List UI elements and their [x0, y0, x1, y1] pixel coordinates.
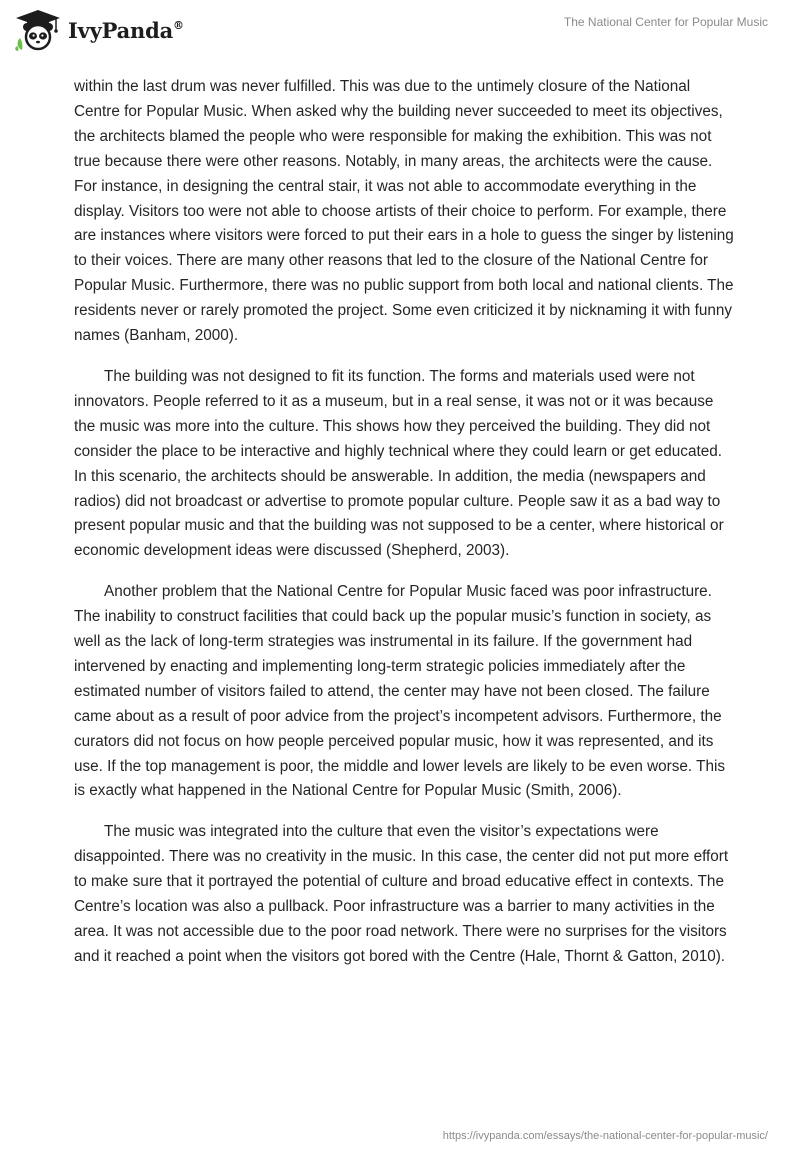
ivypanda-logo[interactable] [14, 7, 184, 53]
paragraph: Another problem that the National Centre for Popular Music faced was poor infrastructure. The inability to construct facilities that could back up the popular music’s function in society, as well as the lack of long-term strategies was instrumental in its failure. If the government had intervened by enacting and implementing long-term strategic policies immediately after the estimated number of visitors failed to attend, the center may have not been closed. The failure came about as a result of poor advice from the project’s incompetent advisors. Furthermore, the curators did not focus on how people perceived popular music, how it was represented, and its use. If the top management is poor, the middle and lower levels are likely to be even worse. This is exactly what happened in the National Centre for Popular Music (Smith, 2006). [74, 583, 726, 800]
source-url[interactable]: https://ivypanda.com/essays/the-national-center-for-popular-music/ [442, 1130, 768, 1142]
document-title: The National Center for Popular Music [563, 15, 768, 29]
page-header [0, 0, 800, 60]
paragraph: within the last drum was never fulfilled. This was due to the untimely closure of the National Centre for Popular Music. When asked why the building never succeeded to meet its objectives, the architects blamed the people who were responsible for making the exhibition. This was not true because there were other reasons. Notably, in many areas, the architects were the cause. For instance, in designing the central stair, it was not able to accommodate everything in the display. Visitors too were not able to choose artists of their choice to perform. For example, there are instances where visitors were forced to put their ears in a hole to guess the singer by listening to their voices. There are many other reasons that led to the closure of the National Centre for Popular Music. Furthermore, there was no public support from both local and national clients. The residents never or rarely promoted the project. Some even criticized it by nicknaming it with funny names (Banham, 2000). [74, 78, 734, 345]
panda-graduate-icon [14, 8, 62, 52]
paragraph: The music was integrated into the culture that even the visitor’s expectations were disappointed. There was no creativity in the music. In this case, the center did not put more effort to make sure that it portrayed the potential of culture and broad educative effect in contexts. The Centre’s location was also a pullback. Poor infrastructure was a barrier to many activities in the area. It was not accessible due to the poor road network. There were no surprises for the visitors and it reached a point when the visitors got bored with the Centre (Hale, Thornt & Gatton, 2010). [74, 823, 729, 965]
brand-name: IvyPanda® [68, 17, 184, 43]
essay-body [74, 75, 734, 986]
paragraph: The building was not designed to fit its function. The forms and materials used were not innovators. People referred to it as a museum, but in a real sense, it was not or it was because the music was more into the culture. This shows how they perceived the building. They did not consider the place to be interactive and highly technical where they could learn or get educated. In this scenario, the architects should be answerable. In addition, the media (newspapers and radios) did not broadcast or advertise to promote popular culture. People saw it as a bad way to present popular music and that the building was not supposed to be a center, where historical or economic development ideas were discussed (Shepherd, 2003). [74, 367, 724, 560]
